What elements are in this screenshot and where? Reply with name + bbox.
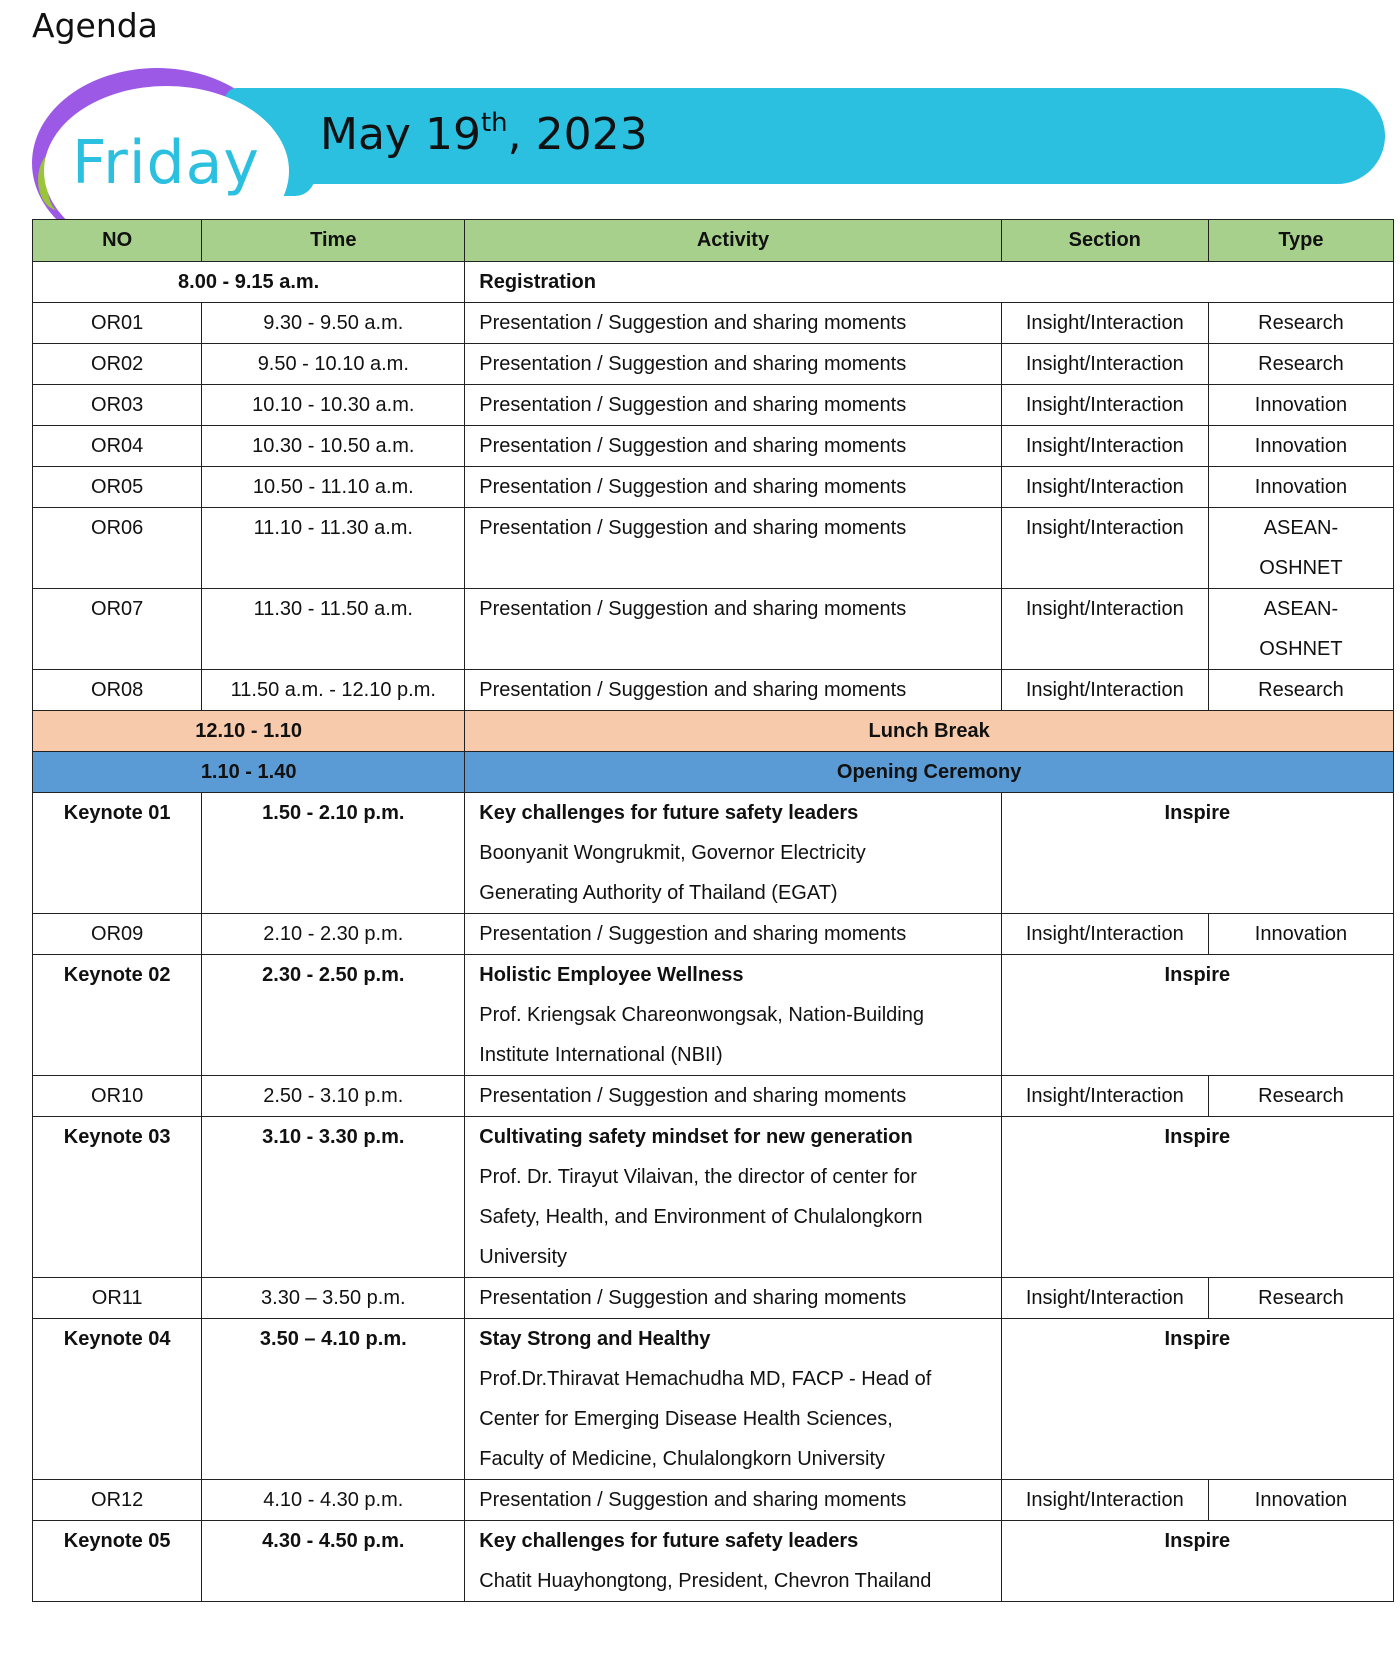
no-cell: Keynote 04	[33, 1319, 202, 1480]
date-label	[320, 108, 648, 160]
table-row	[33, 670, 1394, 711]
type-line: OSHNET	[1259, 557, 1343, 579]
no-cell: Keynote 05	[33, 1521, 202, 1602]
activity-cell: Presentation / Suggestion and sharing moments	[465, 1076, 1001, 1117]
activity-cell: Opening Ceremony	[465, 752, 1394, 793]
table-row	[33, 1278, 1394, 1319]
speaker-line: Safety, Health, and Environment of Chulalongkorn	[479, 1206, 923, 1228]
time-cell: 3.50 – 4.10 p.m.	[202, 1319, 465, 1480]
section-cell: Inspire	[1001, 793, 1393, 914]
no-cell: Keynote 03	[33, 1117, 202, 1278]
no-cell: OR09	[33, 914, 202, 955]
table-row-lunch	[33, 711, 1394, 752]
table-row-keynote	[33, 955, 1394, 1076]
no-cell: OR08	[33, 670, 202, 711]
table-row	[33, 1480, 1394, 1521]
time-cell: 12.10 - 1.10	[33, 711, 465, 752]
no-cell: OR07	[33, 589, 202, 670]
table-row-keynote	[33, 1117, 1394, 1278]
col-activity: Activity	[465, 220, 1001, 262]
activity-cell: Presentation / Suggestion and sharing moments	[465, 303, 1001, 344]
activity-cell	[465, 793, 1001, 914]
table-row-registration	[33, 262, 1394, 303]
table-row	[33, 426, 1394, 467]
agenda-table	[32, 219, 1394, 1602]
no-cell: Keynote 01	[33, 793, 202, 914]
activity-cell: Presentation / Suggestion and sharing moments	[465, 1480, 1001, 1521]
time-cell: 4.30 - 4.50 p.m.	[202, 1521, 465, 1602]
no-cell: Keynote 02	[33, 955, 202, 1076]
activity-cell	[465, 1521, 1001, 1602]
keynote-title: Holistic Employee Wellness	[479, 964, 744, 986]
keynote-title: Key challenges for future safety leaders	[479, 1530, 859, 1552]
speaker-line: Institute International (NBII)	[479, 1044, 723, 1066]
time-cell: 3.30 – 3.50 p.m.	[202, 1278, 465, 1319]
page-heading: Agenda	[32, 6, 158, 45]
activity-cell: Presentation / Suggestion and sharing moments	[465, 670, 1001, 711]
speaker-line: Prof.Dr.Thiravat Hemachudha MD, FACP - Head of	[479, 1368, 932, 1390]
no-cell: OR12	[33, 1480, 202, 1521]
table-row	[33, 508, 1394, 589]
section-cell: Insight/Interaction	[1001, 1076, 1208, 1117]
no-cell: OR10	[33, 1076, 202, 1117]
table-row-keynote	[33, 793, 1394, 914]
time-cell: 2.50 - 3.10 p.m.	[202, 1076, 465, 1117]
time-cell: 10.30 - 10.50 a.m.	[202, 426, 465, 467]
time-cell: 11.50 a.m. - 12.10 p.m.	[202, 670, 465, 711]
section-cell: Insight/Interaction	[1001, 1278, 1208, 1319]
activity-cell: Presentation / Suggestion and sharing moments	[465, 589, 1001, 670]
activity-cell: Lunch Break	[465, 711, 1394, 752]
date-month: May 19	[320, 109, 481, 160]
table-row-keynote	[33, 1521, 1394, 1602]
col-type: Type	[1208, 220, 1393, 262]
header-row	[33, 220, 1394, 262]
type-cell: Research	[1208, 670, 1393, 711]
speaker-line: Boonyanit Wongrukmit, Governor Electricity	[479, 842, 866, 864]
no-cell: OR11	[33, 1278, 202, 1319]
type-cell: Research	[1208, 1076, 1393, 1117]
speaker-line: Generating Authority of Thailand (EGAT)	[479, 882, 838, 904]
time-cell: 11.10 - 11.30 a.m.	[202, 508, 465, 589]
table-row	[33, 344, 1394, 385]
section-cell: Insight/Interaction	[1001, 508, 1208, 589]
section-cell: Insight/Interaction	[1001, 303, 1208, 344]
keynote-title: Key challenges for future safety leaders	[479, 802, 859, 824]
col-time: Time	[202, 220, 465, 262]
section-cell: Insight/Interaction	[1001, 385, 1208, 426]
time-cell: 11.30 - 11.50 a.m.	[202, 589, 465, 670]
table-row-opening	[33, 752, 1394, 793]
activity-cell: Presentation / Suggestion and sharing moments	[465, 467, 1001, 508]
type-cell: Research	[1208, 1278, 1393, 1319]
activity-cell: Presentation / Suggestion and sharing moments	[465, 914, 1001, 955]
type-line: ASEAN-	[1263, 598, 1339, 620]
type-cell: Innovation	[1208, 385, 1393, 426]
time-cell: 8.00 - 9.15 a.m.	[33, 262, 465, 303]
speaker-line: Chatit Huayhongtong, President, Chevron Thailand	[479, 1570, 932, 1592]
activity-cell	[465, 955, 1001, 1076]
keynote-title: Cultivating safety mindset for new generation	[479, 1126, 913, 1148]
section-cell: Insight/Interaction	[1001, 426, 1208, 467]
table-row	[33, 467, 1394, 508]
time-cell: 2.10 - 2.30 p.m.	[202, 914, 465, 955]
speaker-line: Faculty of Medicine, Chulalongkorn University	[479, 1448, 885, 1470]
section-cell: Insight/Interaction	[1001, 344, 1208, 385]
activity-cell: Presentation / Suggestion and sharing moments	[465, 426, 1001, 467]
time-cell: 1.10 - 1.40	[33, 752, 465, 793]
date-year: , 2023	[507, 109, 648, 160]
date-suffix: th	[480, 108, 508, 138]
table-row	[33, 303, 1394, 344]
section-cell: Insight/Interaction	[1001, 1480, 1208, 1521]
activity-cell: Registration	[465, 262, 1394, 303]
section-cell: Inspire	[1001, 955, 1393, 1076]
no-cell: OR02	[33, 344, 202, 385]
table-row	[33, 1076, 1394, 1117]
activity-cell: Presentation / Suggestion and sharing moments	[465, 344, 1001, 385]
type-cell: Innovation	[1208, 426, 1393, 467]
type-cell: Research	[1208, 344, 1393, 385]
activity-cell: Presentation / Suggestion and sharing moments	[465, 508, 1001, 589]
section-cell: Insight/Interaction	[1001, 467, 1208, 508]
day-label: Friday	[72, 128, 260, 198]
table-row-keynote	[33, 1319, 1394, 1480]
table-row	[33, 385, 1394, 426]
no-cell: OR01	[33, 303, 202, 344]
type-cell: Innovation	[1208, 1480, 1393, 1521]
type-line: OSHNET	[1259, 638, 1343, 660]
table-row	[33, 589, 1394, 670]
type-line: ASEAN-	[1263, 517, 1339, 539]
activity-cell	[465, 1117, 1001, 1278]
time-cell: 3.10 - 3.30 p.m.	[202, 1117, 465, 1278]
no-cell: OR05	[33, 467, 202, 508]
col-no: NO	[33, 220, 202, 262]
no-cell: OR03	[33, 385, 202, 426]
activity-cell	[465, 1319, 1001, 1480]
section-cell: Inspire	[1001, 1521, 1393, 1602]
section-cell: Inspire	[1001, 1117, 1393, 1278]
section-cell: Insight/Interaction	[1001, 670, 1208, 711]
time-cell: 10.10 - 10.30 a.m.	[202, 385, 465, 426]
time-cell: 9.30 - 9.50 a.m.	[202, 303, 465, 344]
col-section: Section	[1001, 220, 1208, 262]
time-cell: 10.50 - 11.10 a.m.	[202, 467, 465, 508]
type-cell: Innovation	[1208, 914, 1393, 955]
no-cell: OR06	[33, 508, 202, 589]
section-cell: Inspire	[1001, 1319, 1393, 1480]
type-cell	[1208, 589, 1393, 670]
time-cell: 1.50 - 2.10 p.m.	[202, 793, 465, 914]
section-cell: Insight/Interaction	[1001, 589, 1208, 670]
speaker-line: Center for Emerging Disease Health Sciences,	[479, 1408, 893, 1430]
type-cell: Research	[1208, 303, 1393, 344]
table-row	[33, 914, 1394, 955]
speaker-line: Prof. Kriengsak Chareonwongsak, Nation-Building	[479, 1004, 924, 1026]
type-cell	[1208, 508, 1393, 589]
activity-cell: Presentation / Suggestion and sharing moments	[465, 385, 1001, 426]
type-cell: Innovation	[1208, 467, 1393, 508]
no-cell: OR04	[33, 426, 202, 467]
speaker-line: University	[479, 1246, 568, 1268]
speaker-line: Prof. Dr. Tirayut Vilaivan, the director of center for	[479, 1166, 917, 1188]
time-cell: 9.50 - 10.10 a.m.	[202, 344, 465, 385]
time-cell: 2.30 - 2.50 p.m.	[202, 955, 465, 1076]
section-cell: Insight/Interaction	[1001, 914, 1208, 955]
time-cell: 4.10 - 4.30 p.m.	[202, 1480, 465, 1521]
keynote-title: Stay Strong and Healthy	[479, 1328, 711, 1350]
activity-cell: Presentation / Suggestion and sharing moments	[465, 1278, 1001, 1319]
